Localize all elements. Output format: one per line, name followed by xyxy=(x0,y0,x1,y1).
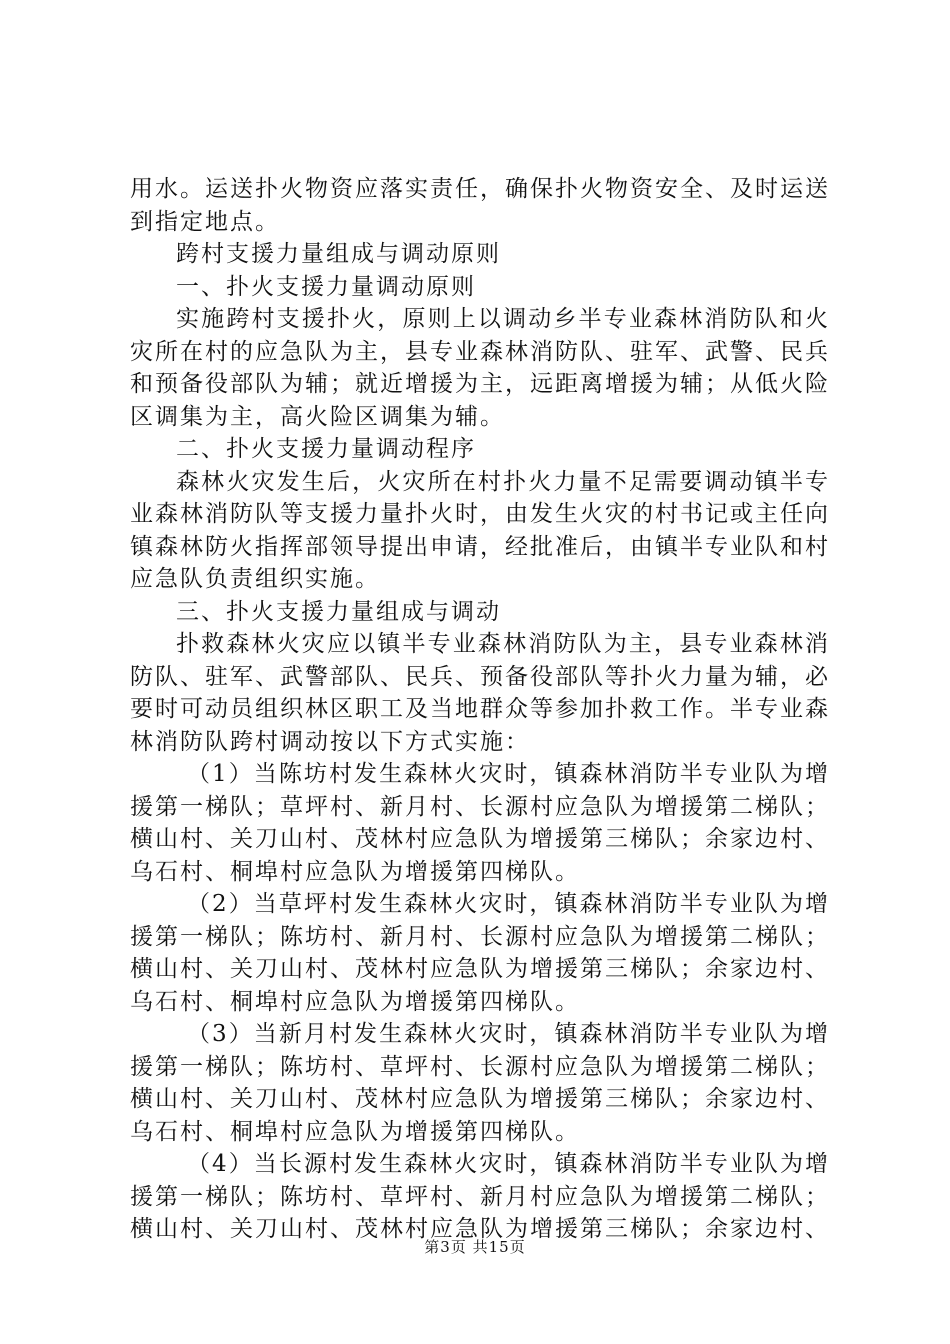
paragraph-procedure: 森林火灾发生后，火灾所在村扑火力量不足需要调动镇半专业森林消防队等支援力量扑火时，由发生火灾的村书记或主任向镇森林防火指挥部领导提出申请，经批准后，由镇半专业队和村应急队负责组织实施。 xyxy=(130,468,830,592)
paragraph-continuation: 用水。运送扑火物资应落实责任，确保扑火物资安全、及时运送到指定地点。 xyxy=(130,176,830,235)
list-item-1: （1）当陈坊村发生森林火灾时，镇森林消防半专业队为增援第一梯队；草坪村、新月村、长源村应急队为增援第二梯队；横山村、关刀山村、茂林村应急队为增援第三梯队；余家边村、乌石村、桐埠村应急队为增援第四梯队。 xyxy=(130,761,830,885)
list-item-3: （3）当新月村发生森林火灾时，镇森林消防半专业队为增援第一梯队；陈坊村、草坪村、长源村应急队为增援第二梯队；横山村、关刀山村、茂林村应急队为增援第三梯队；余家边村、乌石村、桐埠村应急队为增援第四梯队。 xyxy=(130,1021,830,1145)
subsection-heading-2: 二、扑火支援力量调动程序 xyxy=(176,436,476,462)
list-item-4: （4）当长源村发生森林火灾时，镇森林消防半专业队为增援第一梯队；陈坊村、草坪村、新月村应急队为增援第二梯队；横山村、关刀山村、茂林村应急队为增援第三梯队；余家边村、 xyxy=(130,1151,830,1242)
page-number: 第3页 共15页 xyxy=(424,1238,526,1256)
paragraph-principle: 实施跨村支援扑火，原则上以调动乡半专业森林消防队和火灾所在村的应急队为主，县专业森林消防队、驻军、武警、民兵和预备役部队为辅；就近增援为主，远距离增援为辅；从低火险区调集为主，高火险区调集为辅。 xyxy=(130,306,830,430)
section-heading: 跨村支援力量组成与调动原则 xyxy=(176,241,501,267)
subsection-heading-3: 三、扑火支援力量组成与调动 xyxy=(176,598,501,625)
subsection-heading-1: 一、扑火支援力量调动原则 xyxy=(176,273,476,300)
list-item-2: （2）当草坪村发生森林火灾时，镇森林消防半专业队为增援第一梯队；陈坊村、新月村、长源村应急队为增援第二梯队；横山村、关刀山村、茂林村应急队为增援第三梯队；余家边村、乌石村、桐埠村应急队为增援第四梯队。 xyxy=(130,891,830,1015)
document-body xyxy=(130,173,830,1246)
paragraph-composition: 扑救森林火灾应以镇半专业森林消防队为主，县专业森林消防队、驻军、武警部队、民兵、预备役部队等扑火力量为辅，必要时可动员组织林区职工及当地群众等参加扑救工作。半专业森林消防队跨村调动按以下方式实施： xyxy=(130,631,830,755)
